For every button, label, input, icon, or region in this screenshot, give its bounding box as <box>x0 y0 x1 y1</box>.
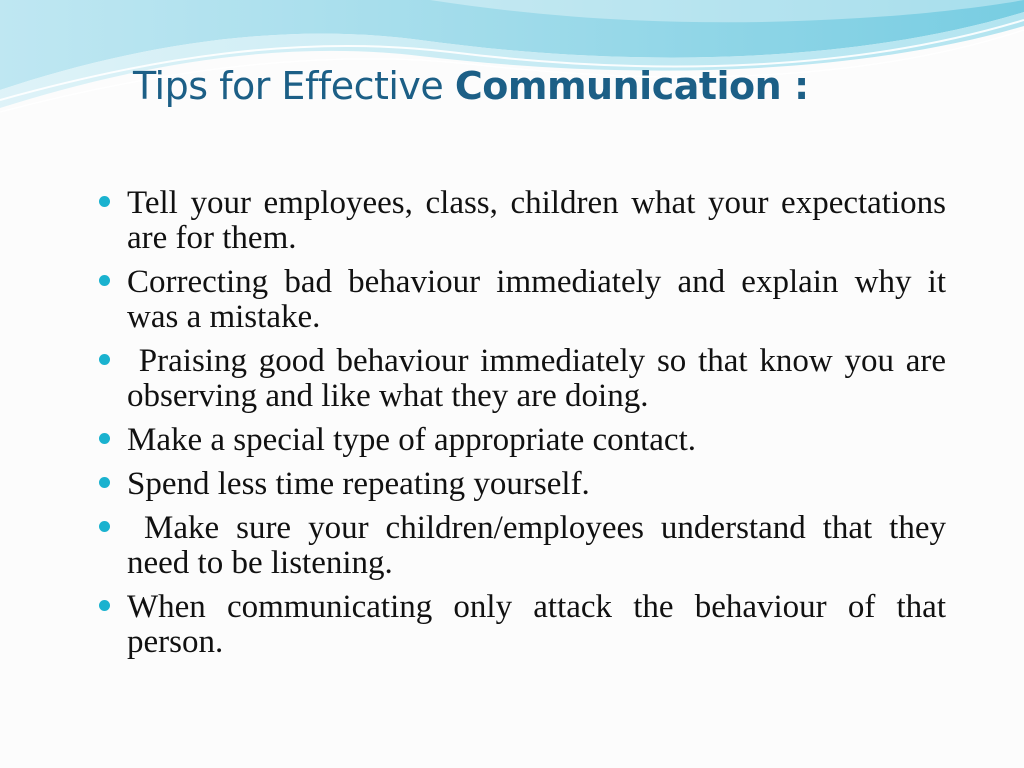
bullet-dot-icon <box>99 196 110 207</box>
bullet-list <box>96 185 955 669</box>
bullet-item <box>96 343 955 414</box>
bullet-item <box>96 186 946 256</box>
bullet-text: Make a special type of appropriate contact. <box>127 422 696 458</box>
bullet-text: When communicating only attack the behaviour of that person. <box>127 589 946 660</box>
bullet-dot-icon <box>99 600 110 611</box>
bullet-dot-icon <box>99 354 110 365</box>
title-regular: Tips for Effective <box>133 64 455 108</box>
bullet-item <box>96 467 946 502</box>
bullet-dot-icon <box>99 521 110 532</box>
slide-title <box>133 64 809 108</box>
bullet-dot-icon <box>99 275 110 286</box>
bullet-item <box>96 265 946 335</box>
bullet-dot-icon <box>99 433 110 444</box>
title-bold: Communication : <box>454 64 809 108</box>
bullet-text: Spend less time repeating yourself. <box>127 466 590 502</box>
bullet-item <box>96 423 946 458</box>
bullet-text: Correcting bad behaviour immediately and explain why it was a mistake. <box>127 264 946 335</box>
bullet-item <box>96 590 946 660</box>
bullet-item <box>96 510 955 581</box>
bullet-text: Make sure your children/employees understand that they need to be listening. <box>127 510 955 581</box>
bullet-text: Tell your employees, class, children what your expectations are for them. <box>127 185 946 256</box>
bullet-text: Praising good behaviour immediately so that know you are observing and like what they are doing. <box>127 343 955 414</box>
bullet-dot-icon <box>99 477 110 488</box>
